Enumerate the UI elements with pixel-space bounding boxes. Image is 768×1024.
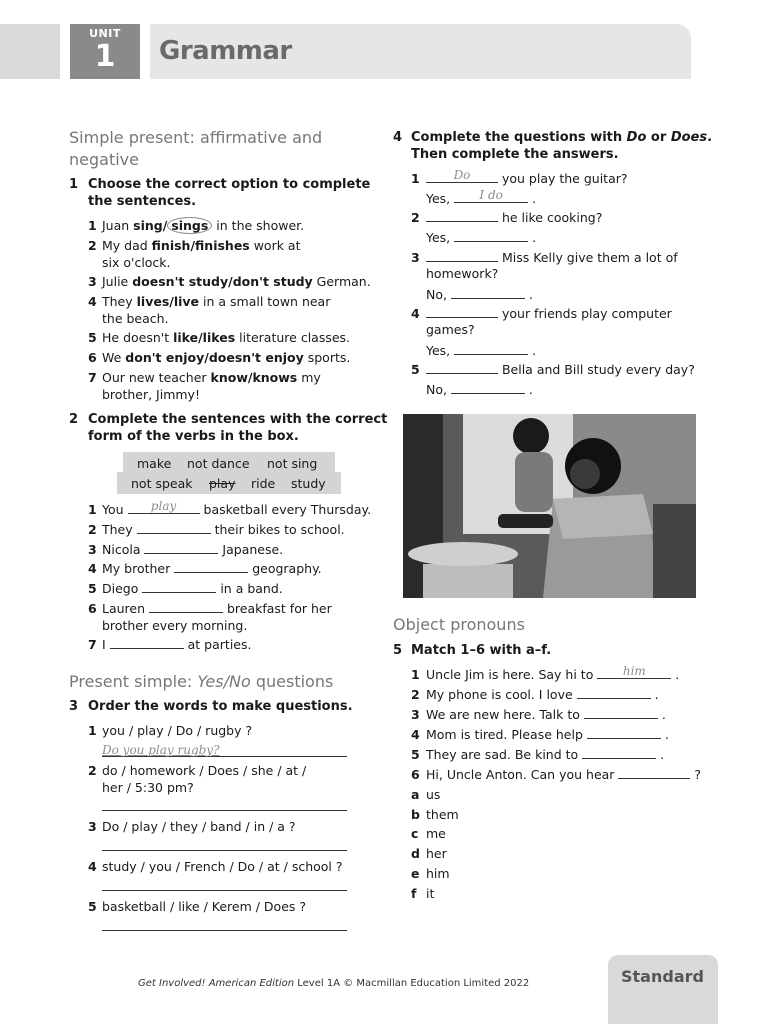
options: doesn't study/don't study bbox=[132, 274, 313, 289]
item-text: Nicola bbox=[102, 542, 145, 557]
ex2-item-6 bbox=[88, 600, 332, 633]
ex1-item-5 bbox=[88, 329, 351, 346]
item-number: 2 bbox=[88, 763, 97, 778]
exercise-1-instruction-line2: the sentences. bbox=[88, 194, 197, 209]
options: don't enjoy/doesn't enjoy bbox=[125, 350, 304, 365]
level-tab-label: Standard bbox=[621, 967, 704, 986]
ex5-item-4 bbox=[411, 726, 669, 743]
item-number: 6 bbox=[411, 767, 420, 782]
options: like/likes bbox=[173, 330, 236, 345]
item-text: My brother bbox=[102, 561, 175, 576]
word-box-row1 bbox=[123, 452, 335, 474]
ex2-item-7 bbox=[88, 636, 252, 653]
ex2-item-4 bbox=[88, 560, 322, 577]
item-text: Do / play / they / band / in / a ? bbox=[102, 819, 296, 834]
ex3-item-4 bbox=[88, 858, 343, 875]
item-text: Diego bbox=[102, 581, 143, 596]
item-number: 4 bbox=[88, 561, 97, 576]
exercise-1-number: 1 bbox=[69, 177, 79, 192]
item-number: 1 bbox=[88, 723, 97, 738]
header-left-tab bbox=[0, 24, 60, 79]
item-number: 5 bbox=[88, 581, 97, 596]
option-text: him bbox=[426, 866, 450, 881]
unit-label: UNIT bbox=[89, 27, 121, 40]
ex5-item-6 bbox=[411, 766, 702, 783]
item-text: He doesn't bbox=[102, 330, 174, 345]
item-number: 2 bbox=[88, 522, 97, 537]
ex4-item-5 bbox=[411, 361, 695, 397]
answer-prefix: Yes, bbox=[426, 191, 455, 206]
exercise-2-instruction-line2: form of the verbs in the box. bbox=[88, 429, 299, 444]
handwritten-answer: Do bbox=[453, 168, 471, 182]
item-number: 7 bbox=[88, 637, 97, 652]
instr-text: Complete the questions with bbox=[411, 130, 627, 145]
answer-blank[interactable] bbox=[128, 501, 200, 514]
instr-text-italic: Do bbox=[626, 130, 647, 145]
item-text: We bbox=[102, 350, 126, 365]
answer-blank[interactable] bbox=[587, 726, 661, 739]
answer-blank[interactable] bbox=[454, 342, 528, 355]
item-text: . bbox=[656, 747, 665, 762]
answer-suffix: . bbox=[528, 343, 537, 358]
item-text-line2: the beach. bbox=[102, 311, 169, 326]
item-text: Japanese. bbox=[218, 542, 284, 557]
word-box-item: make bbox=[137, 456, 172, 471]
exercise-3-number: 3 bbox=[69, 699, 79, 714]
item-text: We are new here. Talk to bbox=[426, 707, 584, 722]
ex5-item-5 bbox=[411, 746, 665, 763]
item-text: breakfast for her bbox=[223, 601, 332, 616]
instr-text: . bbox=[707, 130, 713, 145]
item-text: . bbox=[650, 687, 659, 702]
item-text: in a small town near bbox=[199, 294, 331, 309]
item-text: my bbox=[297, 370, 321, 385]
section-heading-line1: Simple present: affirmative and bbox=[69, 128, 323, 147]
item-number: 1 bbox=[411, 667, 420, 682]
answer-blank[interactable] bbox=[618, 766, 690, 779]
item-number: 4 bbox=[411, 727, 420, 742]
item-text: They bbox=[102, 522, 137, 537]
item-number: 2 bbox=[88, 238, 97, 253]
instr-text-italic: Does bbox=[670, 130, 708, 145]
ex1-item-2 bbox=[88, 237, 301, 270]
item-number: 2 bbox=[411, 210, 420, 225]
item-text: work at bbox=[249, 238, 301, 253]
ex5-option-e bbox=[411, 865, 450, 882]
handwritten-answer: him bbox=[622, 664, 646, 678]
option-letter: f bbox=[411, 886, 417, 901]
answer-blank[interactable] bbox=[110, 636, 184, 649]
item-number: 3 bbox=[88, 274, 97, 289]
ex5-option-c bbox=[411, 825, 446, 842]
answer-blank[interactable] bbox=[451, 286, 525, 299]
handwritten-answer: I do bbox=[479, 188, 503, 202]
handwritten-answer: play bbox=[150, 499, 177, 513]
item-number: 2 bbox=[411, 687, 420, 702]
item-text: ? bbox=[690, 767, 702, 782]
item-text: he like cooking? bbox=[498, 210, 603, 225]
answer-line[interactable] bbox=[102, 930, 347, 931]
options: lives/live bbox=[136, 294, 200, 309]
item-number: 1 bbox=[88, 502, 97, 517]
item-number: 5 bbox=[88, 330, 97, 345]
item-text: My dad bbox=[102, 238, 152, 253]
item-text: sports. bbox=[303, 350, 351, 365]
ex3-item-2 bbox=[88, 762, 307, 795]
ex5-option-f bbox=[411, 885, 435, 902]
item-text: Uncle Jim is here. Say hi to bbox=[426, 667, 598, 682]
answer-blank[interactable] bbox=[426, 209, 498, 222]
header-title-bar bbox=[150, 24, 691, 79]
answer-blank[interactable] bbox=[451, 381, 525, 394]
ex2-item-2 bbox=[88, 521, 345, 538]
word-box-item: not speak bbox=[131, 476, 193, 491]
ex5-item-1 bbox=[411, 664, 680, 683]
section-heading-object-pronouns: Object pronouns bbox=[393, 615, 525, 634]
ex4-item-4 bbox=[411, 305, 672, 358]
section-heading-yes-no bbox=[69, 671, 333, 693]
copyright-footer bbox=[138, 978, 529, 989]
item-text: Bella and Bill study every day? bbox=[498, 362, 695, 377]
answer-blank[interactable] bbox=[426, 170, 498, 183]
word-box-item: not sing bbox=[267, 456, 318, 471]
item-text: literature classes. bbox=[235, 330, 351, 345]
answer-blank[interactable] bbox=[584, 706, 658, 719]
handwritten-answer: Do you play rugby? bbox=[102, 743, 220, 757]
option-letter: c bbox=[411, 826, 419, 841]
item-text-line2: games? bbox=[426, 322, 475, 337]
option-letter: d bbox=[411, 846, 420, 861]
answer-line[interactable] bbox=[102, 850, 347, 851]
photo-illustration bbox=[403, 414, 696, 598]
item-number: 4 bbox=[88, 859, 97, 874]
word-box-item: study bbox=[291, 476, 326, 491]
options: finish/finishes bbox=[151, 238, 250, 253]
item-number: 3 bbox=[411, 250, 420, 265]
item-number: 1 bbox=[88, 218, 97, 233]
item-text: basketball every Thursday. bbox=[199, 502, 372, 517]
option-text: them bbox=[426, 807, 459, 822]
item-text: you play the guitar? bbox=[498, 171, 628, 186]
answer-line[interactable] bbox=[102, 890, 347, 891]
exercise-2-instruction-line1: Complete the sentences with the correct bbox=[88, 412, 388, 427]
item-text: do / homework / Does / she / at / bbox=[102, 763, 307, 778]
ex3-item-3 bbox=[88, 818, 296, 835]
item-text: at parties. bbox=[183, 637, 252, 652]
unit-number: 1 bbox=[94, 39, 116, 74]
ex1-item-6 bbox=[88, 349, 351, 366]
item-text-line2: homework? bbox=[426, 266, 499, 281]
answer-blank[interactable] bbox=[454, 190, 528, 203]
exercise-5-number: 5 bbox=[393, 643, 403, 658]
item-text: Juan bbox=[102, 218, 134, 233]
item-text: study / you / French / Do / at / school ? bbox=[102, 859, 343, 874]
answer-prefix: Yes, bbox=[426, 230, 455, 245]
level-tab bbox=[608, 955, 718, 1024]
section-heading-simple-present bbox=[69, 127, 322, 171]
answer-prefix: Yes, bbox=[426, 343, 455, 358]
answer-blank[interactable] bbox=[426, 249, 498, 262]
ex1-item-1 bbox=[88, 217, 305, 234]
answer-suffix: . bbox=[528, 191, 537, 206]
exercise-3-instruction: Order the words to make questions. bbox=[88, 699, 353, 714]
answer-suffix: . bbox=[524, 287, 533, 302]
answer-blank[interactable] bbox=[597, 666, 671, 679]
word-box-row2 bbox=[117, 472, 341, 494]
answer-blank[interactable] bbox=[149, 600, 223, 613]
exercise-4-number: 4 bbox=[393, 130, 403, 145]
ex5-item-2 bbox=[411, 686, 659, 703]
item-text: Miss Kelly give them a lot of bbox=[498, 250, 678, 265]
exercise-4-instruction-line1 bbox=[411, 129, 712, 146]
item-number: 5 bbox=[411, 362, 420, 377]
item-text-line2: six o'clock. bbox=[102, 255, 171, 270]
option-text: me bbox=[426, 826, 446, 841]
item-text: My phone is cool. I love bbox=[426, 687, 577, 702]
item-text: in a band. bbox=[216, 581, 283, 596]
section-heading-line2: negative bbox=[69, 150, 139, 169]
answer-blank[interactable] bbox=[144, 541, 218, 554]
ex1-item-3 bbox=[88, 273, 371, 290]
item-text: German. bbox=[312, 274, 371, 289]
ex2-item-1 bbox=[88, 499, 372, 518]
option-letter: b bbox=[411, 807, 420, 822]
ex2-item-5 bbox=[88, 580, 283, 597]
item-number: 6 bbox=[88, 350, 97, 365]
item-number: 7 bbox=[88, 370, 97, 385]
ex5-item-3 bbox=[411, 706, 666, 723]
answer-blank[interactable] bbox=[142, 580, 216, 593]
answer-blank[interactable] bbox=[426, 305, 498, 318]
answer-blank[interactable] bbox=[582, 746, 656, 759]
item-number: 3 bbox=[88, 819, 97, 834]
item-text: They are sad. Be kind to bbox=[426, 747, 583, 762]
item-text: you / play / Do / rugby ? bbox=[102, 723, 253, 738]
item-text: They bbox=[102, 294, 137, 309]
ex4-item-3 bbox=[411, 249, 678, 302]
exercise-2-number: 2 bbox=[69, 412, 79, 427]
answer-blank[interactable] bbox=[174, 560, 248, 573]
heading-part: questions bbox=[250, 672, 334, 691]
answer-suffix: . bbox=[528, 230, 537, 245]
item-text: geography. bbox=[248, 561, 322, 576]
item-number: 6 bbox=[88, 601, 97, 616]
item-text: Mom is tired. Please help bbox=[426, 727, 587, 742]
item-number: 3 bbox=[88, 542, 97, 557]
circled-answer: sings bbox=[167, 217, 212, 234]
item-text: Lauren bbox=[102, 601, 149, 616]
item-number: 1 bbox=[411, 171, 420, 186]
footer-book-title: Get Involved! American Edition bbox=[138, 978, 295, 989]
item-text: . bbox=[657, 707, 666, 722]
ex5-option-a bbox=[411, 786, 441, 803]
ex1-item-7 bbox=[88, 369, 321, 402]
item-number: 4 bbox=[411, 306, 420, 321]
item-number: 5 bbox=[411, 747, 420, 762]
item-number: 4 bbox=[88, 294, 97, 309]
item-text-line2: brother, Jimmy! bbox=[102, 387, 200, 402]
exercise-4-instruction-line2: Then complete the answers. bbox=[411, 147, 619, 162]
ex3-item-1 bbox=[88, 722, 253, 739]
word-box-item-crossed: play bbox=[209, 476, 236, 491]
word-box-item: ride bbox=[251, 476, 276, 491]
item-text-line2: her / 5:30 pm? bbox=[102, 780, 194, 795]
answer-blank[interactable] bbox=[137, 521, 211, 534]
option-text: it bbox=[426, 886, 435, 901]
footer-text: Level 1A © Macmillan Education Limited 2022 bbox=[294, 978, 530, 989]
item-text: . bbox=[660, 727, 669, 742]
heading-part-italic: Yes/No bbox=[197, 672, 251, 691]
item-text: basketball / like / Kerem / Does ? bbox=[102, 899, 307, 914]
item-text: Hi, Uncle Anton. Can you hear bbox=[426, 767, 619, 782]
item-text: I bbox=[102, 637, 110, 652]
answer-blank[interactable] bbox=[426, 361, 498, 374]
item-text-line2: brother every morning. bbox=[102, 618, 248, 633]
option-text: her bbox=[426, 846, 447, 861]
item-text: your friends play computer bbox=[498, 306, 672, 321]
item-number: 3 bbox=[411, 707, 420, 722]
item-text: their bikes to school. bbox=[210, 522, 345, 537]
ex4-item-2 bbox=[411, 209, 603, 245]
answer-suffix: . bbox=[524, 382, 533, 397]
photo-teens-playing-video-games bbox=[403, 414, 696, 598]
option-letter: e bbox=[411, 866, 420, 881]
option-a: sing/ bbox=[133, 218, 168, 233]
unit-badge bbox=[70, 24, 140, 79]
ex2-item-3 bbox=[88, 541, 284, 558]
answer-blank[interactable] bbox=[454, 229, 528, 242]
instr-text: or bbox=[646, 130, 671, 145]
ex5-option-b bbox=[411, 806, 459, 823]
answer-prefix: No, bbox=[426, 287, 451, 302]
ex4-item-1 bbox=[411, 168, 628, 206]
heading-part: Present simple: bbox=[69, 672, 198, 691]
ex5-option-d bbox=[411, 845, 447, 862]
item-text: You bbox=[102, 502, 128, 517]
item-text: in the shower. bbox=[212, 218, 305, 233]
option-text: us bbox=[426, 787, 441, 802]
options: know/knows bbox=[210, 370, 298, 385]
answer-prefix: No, bbox=[426, 382, 451, 397]
item-text: Our new teacher bbox=[102, 370, 211, 385]
option-letter: a bbox=[411, 787, 420, 802]
item-number: 5 bbox=[88, 899, 97, 914]
answer-line[interactable] bbox=[102, 810, 347, 811]
ex3-item-5 bbox=[88, 898, 307, 915]
exercise-1-instruction-line1: Choose the correct option to complete bbox=[88, 177, 371, 192]
exercise-5-instruction: Match 1–6 with a–f. bbox=[411, 643, 552, 658]
page-title: Grammar bbox=[159, 36, 292, 66]
item-text: . bbox=[671, 667, 680, 682]
answer-blank[interactable] bbox=[577, 686, 651, 699]
word-box-item: not dance bbox=[187, 456, 250, 471]
item-text: Julie bbox=[102, 274, 133, 289]
ex1-item-4 bbox=[88, 293, 331, 326]
